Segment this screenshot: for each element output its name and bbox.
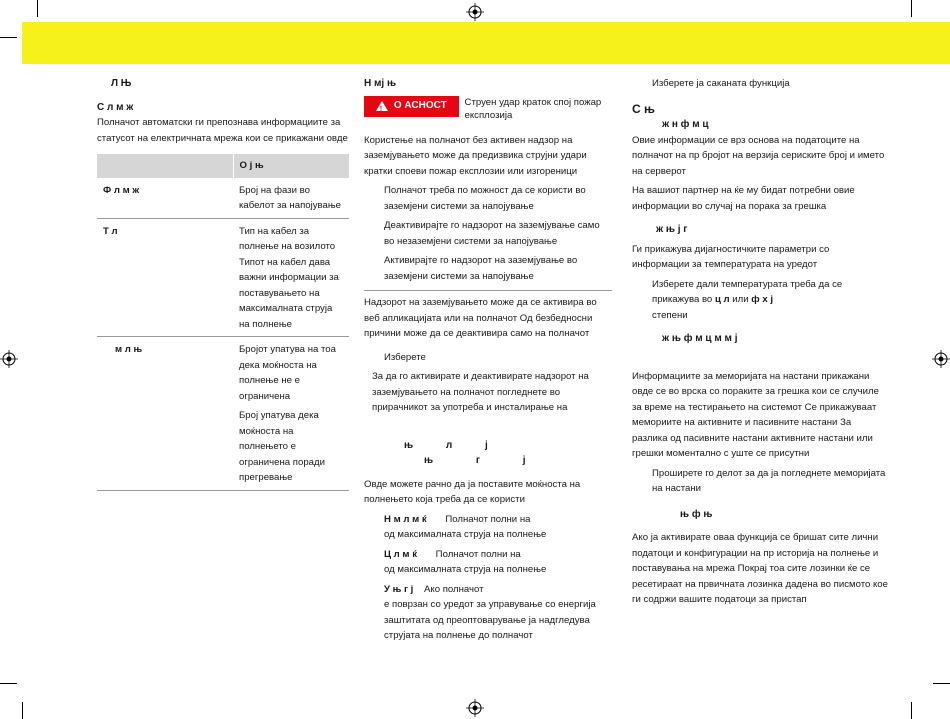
bullet-item (632, 277, 888, 324)
intro-paragraph: Полначот автоматски ги препознава информациите за статусот на електричната мрежа кои се прикажани овде (97, 117, 348, 144)
bullet-option: ф х ј (751, 294, 774, 305)
row-value-group (233, 337, 349, 491)
power-option (364, 582, 612, 644)
row-key: Ф л м ж (97, 178, 233, 219)
paragraph: Користење на полначот без активен надзор на заземјувањето може да предизвика струјни удари кратки споеви пожар експлозии или изгореници (364, 134, 587, 177)
registration-mark-icon (0, 350, 18, 368)
option-label: У њ г ј (384, 583, 414, 595)
registration-mark-icon (466, 3, 484, 21)
option-label: Н м л м ќ (384, 513, 427, 525)
subheading: ж њ ј г (656, 224, 688, 235)
table-row (97, 178, 349, 219)
column-right (632, 76, 888, 608)
row-value: Бројот упатува на тоа дека моќноста на полнење не е ограничена (239, 344, 336, 402)
status-table (97, 154, 349, 491)
danger-label: О АСНОСТ (393, 100, 447, 112)
power-option (364, 512, 612, 543)
option-text-cont: е поврзан со уредот за управување со енергија заштитата од преоптоварување ја надгледува струјата на полнење до полначот (384, 599, 596, 641)
paragraph: За да го активирате и деактивирате надзорот на заземјувањето на полначот погледнете во прирачникот за употреба и инсталирање на (372, 371, 589, 413)
row-value: Тип на кабел за полнење на возилото Типот на кабел дава важни информации за поставувањето на максималната струја на полнење (233, 218, 349, 337)
section-heading: С њ (632, 101, 655, 116)
header-band (22, 22, 950, 64)
section-heading: Л Њ (111, 78, 132, 89)
option-text: Полначот полни на (445, 513, 531, 525)
bullet-text: степени (652, 309, 688, 321)
section-heading: њ л ј (404, 439, 488, 451)
bullet-text: или (732, 294, 749, 305)
crop-mark (0, 683, 17, 684)
warning-box (364, 96, 612, 123)
row-value: Број на фази во кабелот за напојување (233, 178, 349, 219)
option-label: Ц л м ќ (384, 548, 417, 560)
paragraph: На вашиот партнер на ќе му бидат потребни овие информации во случај на порака за грешка (632, 185, 855, 212)
divider (364, 290, 612, 291)
section-heading-line2: њ г ј (424, 455, 526, 466)
registration-mark-icon (932, 350, 950, 368)
subheading: С л м ж (97, 101, 134, 113)
section-heading: Н мј њ (364, 78, 397, 89)
paragraph: Ги прикажува дијагностичките параметри со информации за температурата на уредот (632, 243, 830, 270)
crop-mark (911, 0, 912, 17)
top-line: Изберете ја саканата функција (652, 78, 790, 89)
bullet-item: Активирајте го надзорот на заземјување во заземјени системи за напојување (384, 255, 578, 282)
paragraph: Овие информации се врз основа на податоците на полначот на пр бројот на верзија сериските број и името на серверот (632, 134, 885, 177)
paragraph: Надзорот на заземјувањето може да се активира во веб апликацијата или на полначот Од безбедносни причини може да се деактивира само на полначот (364, 297, 597, 339)
crop-mark (933, 683, 950, 684)
bullet-text: Изберете дали температурата треба да се прикажува во (652, 278, 843, 305)
row-value: Број упатува дека моќноста на полнењето е ограничена поради прегревање (239, 410, 325, 483)
subheading: њ ф њ (680, 508, 713, 520)
row-key: Т л (97, 218, 233, 337)
bullet-item: Деактивирајте го надзорот на заземјување само во незаземјени системи за напојување (384, 220, 600, 247)
option-text-cont: од максималната струја на полнење (384, 564, 547, 575)
crop-mark (0, 37, 17, 38)
table-header-blank (97, 154, 233, 178)
row-key: м л њ (97, 337, 233, 491)
table-header-row (97, 154, 349, 178)
option-text: Полначот полни на (435, 548, 521, 560)
option-text: Ако полначот (424, 583, 484, 595)
paragraph: Ако ја активирате оваа функција се бришат сите лични податоци и конфигурации на пр историја на полнење и поставувања на мрежа Покрај тоа сите лозинки ќе се ресетираат на првичната лозинка дадена во писмото кое ги содржи вашите податоци за пристап (632, 532, 888, 605)
subheading: ж њ ф м ц м м ј (662, 333, 738, 344)
warning-triangle-icon (376, 101, 388, 111)
table-header: О ј њ (233, 154, 349, 178)
subheading: ж н ф м ц (662, 119, 709, 130)
warning-text: Струен удар краток спој пожар експлозија (464, 96, 602, 121)
paragraph: Информациите за меморијата на настани прикажани овде се во врска со пораките за грешка кои се случиле за време на тестирањето на системот Се прикажуваат мемориите на активните и пасивните настани За разлика од пасивните настани активните настани или грешки моментално с уште се присутни (632, 370, 879, 459)
table-row (97, 218, 349, 337)
power-option (364, 547, 612, 578)
registration-mark-icon (466, 699, 484, 717)
column-left (97, 76, 349, 491)
select-instruction: Изберете (384, 351, 426, 363)
column-middle (364, 76, 612, 644)
option-text-cont: од максималната струја на полнење (384, 529, 547, 540)
table-row (97, 337, 349, 491)
paragraph: Овде можете рачно да ја поставите моќноста на полнењето која треба да се користи (364, 478, 581, 505)
crop-mark (37, 0, 38, 17)
bullet-item: Проширете го делот за да ја погледнете меморијата на настани (652, 467, 886, 494)
bullet-item: Полначот треба по можност да се користи во заземјени системи за напојување (384, 185, 586, 212)
danger-badge (364, 96, 459, 117)
bullet-option: ц л (714, 294, 730, 305)
crop-mark (911, 702, 912, 719)
crop-mark (22, 702, 23, 719)
